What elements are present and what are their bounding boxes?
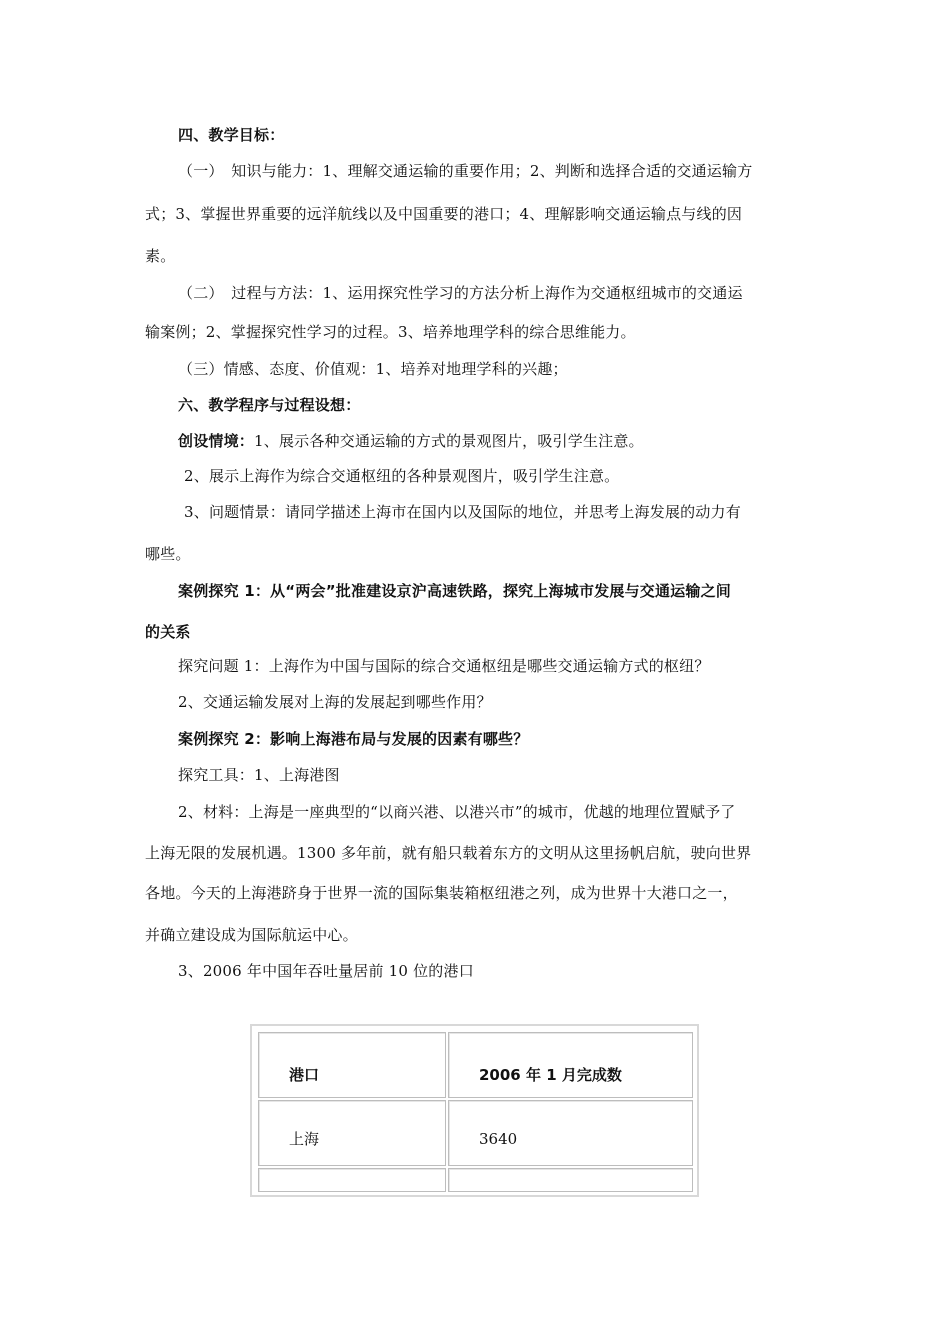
- table-cell-port-1: [258, 1100, 446, 1166]
- case1-title-line1: 案例探究 1：从“两会”批准建设京沪高速铁路，探究上海城市发展与交通运输之间: [178, 582, 731, 600]
- case2-tool: 探究工具：1、上海港图: [178, 766, 340, 784]
- case2-material-line4: 并确立建设成为国际航运中心。: [145, 926, 358, 944]
- case1-question-1: 探究问题 1：上海作为中国与国际的综合交通枢纽是哪些交通运输方式的枢纽？: [178, 657, 710, 675]
- paragraph-process-line2: 输案例；2、掌握探究性学习的过程。3、培养地理学科的综合思维能力。: [145, 323, 636, 341]
- paragraph-knowledge-line1: （一） 知识与能力：1、理解交通运输的重要作用；2、判断和选择合适的交通运输方: [178, 162, 753, 180]
- table-value-count-1: 3640: [479, 1130, 518, 1148]
- case2-item-3: 3、2006 年中国年吞吐量居前 10 位的港口: [178, 962, 474, 980]
- scenario-line: [178, 431, 644, 451]
- paragraph-attitude: （三）情感、态度、价值观：1、培养对地理学科的兴趣；: [178, 360, 568, 378]
- table-header-cell-port: [258, 1032, 446, 1098]
- table-header-count: 2006 年 1 月完成数: [479, 1066, 622, 1084]
- scenario-item-3-line1: 3、问题情景：请同学描述上海市在国内以及国际的地位，并思考上海发展的动力有: [184, 503, 741, 521]
- paragraph-process-line1: （二） 过程与方法：1、运用探究性学习的方法分析上海作为交通枢纽城市的交通运: [178, 284, 743, 302]
- scenario-text: 1、展示各种交通运输的方式的景观图片，吸引学生注意。: [254, 432, 644, 450]
- table-cell-count-2: [448, 1168, 693, 1192]
- case2-material-line1: 2、材料：上海是一座典型的“以商兴港、以港兴市”的城市，优越的地理位置赋予了: [178, 803, 736, 821]
- section-heading-teaching-procedure: 六、教学程序与过程设想：: [178, 396, 361, 414]
- paragraph-knowledge-line2: 式；3、掌握世界重要的远洋航线以及中国重要的港口；4、理解影响交通运输点与线的因: [145, 205, 743, 223]
- case2-material-line3: 各地。今天的上海港跻身于世界一流的国际集装箱枢纽港之列，成为世界十大港口之一，: [145, 884, 738, 902]
- case1-title-line2: 的关系: [145, 623, 191, 641]
- port-throughput-table: [250, 1024, 699, 1197]
- case2-title: 案例探究 2：影响上海港布局与发展的因素有哪些？: [178, 730, 529, 748]
- table-header-cell-count: [448, 1032, 693, 1098]
- scenario-label: 创设情境：: [178, 432, 255, 450]
- case2-material-line2: 上海无限的发展机遇。1300 多年前，就有船只载着东方的文明从这里扬帆启航，驶向世界: [145, 844, 752, 862]
- scenario-item-2: 2、展示上海作为综合交通枢纽的各种景观图片，吸引学生注意。: [184, 467, 620, 485]
- table-cell-port-2: [258, 1168, 446, 1192]
- table-value-port-1: 上海: [289, 1130, 320, 1148]
- table-cell-count-1: [448, 1100, 693, 1166]
- section-heading-teaching-goals: 四、教学目标：: [178, 126, 285, 144]
- scenario-item-3-line2: 哪些。: [145, 545, 191, 563]
- case1-question-2: 2、交通运输发展对上海的发展起到哪些作用？: [178, 693, 492, 711]
- table-header-port: 港口: [289, 1066, 320, 1084]
- paragraph-knowledge-line3: 素。: [145, 247, 176, 265]
